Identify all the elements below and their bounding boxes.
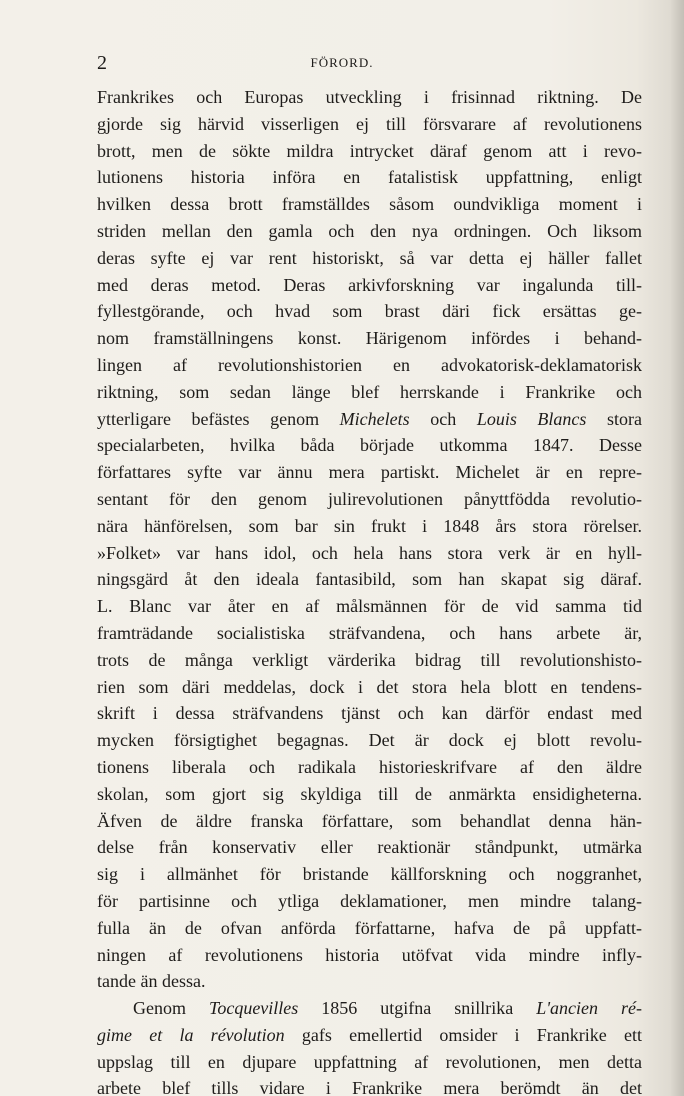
text-line: mycken försigtighet begagnas. Det är dock ej blott revolu- xyxy=(97,730,642,751)
text-line: med deras metod. Deras arkivforskning var ingalunda till- xyxy=(97,274,642,295)
text-line: författares syfte var ännu mera partiskt. Michelet är en repre- xyxy=(97,462,642,483)
text-line: Äfven de äldre franska författare, som behandlat denna hän- xyxy=(97,810,642,831)
running-head: FÖRORD. xyxy=(310,55,374,70)
text-line: specialarbeten, hvilka båda började utkomma 1847. Desse xyxy=(97,435,642,456)
text-line: arbete blef tills vidare i Frankrike mera berömdt än det xyxy=(97,1078,642,1096)
page-number: 2 xyxy=(97,52,107,74)
page-edge-shadow xyxy=(670,0,684,1096)
text-line: L. Blanc var åter en af målsmännen för de vid samma tid xyxy=(97,596,642,617)
text-line: hvilken dessa brott framställdes såsom oundvikliga moment i xyxy=(97,194,642,215)
text-line: Frankrikes och Europas utveckling i frisinnad riktning. De xyxy=(97,87,642,107)
text-line: uppslag till en djupare uppfattning af revolutionen, men detta xyxy=(97,1051,642,1072)
text-line: sentant för den genom julirevolutionen pånyttfödda revolutio- xyxy=(97,488,642,509)
text-line: sig i allmänhet för bristande källforskning och noggranhet, xyxy=(97,864,642,885)
text-line: ningen af revolutionens historia utöfvat vida mindre infly- xyxy=(97,944,642,965)
text-line: ytterligare befästes genom Michelets och Louis Blancs stora xyxy=(97,408,642,429)
text-line: fulla än de ofvan anförda författarne, hafva de på uppfatt- xyxy=(97,917,642,938)
text-line: Genom Tocquevilles 1856 utgifna snillrika L'ancien ré- xyxy=(133,998,642,1019)
text-line: nära hänförelsen, som bar sin frukt i 1848 års stora rörelser. xyxy=(97,515,642,536)
text-line: gjorde sig härvid visserligen ej till försvarare af revolutionens xyxy=(97,113,642,134)
text-line: gime et la révolution gafs emellertid omsider i Frankrike ett xyxy=(97,1024,642,1045)
text-line: lutionens historia införa en fatalistisk uppfattning, enligt xyxy=(97,167,642,188)
text-line: nom framställningens konst. Härigenom infördes i behand- xyxy=(97,328,642,349)
text-line: riktning, som sedan länge blef herrskande i Frankrike och xyxy=(97,381,642,402)
text-line: tande än dessa. xyxy=(97,971,206,992)
text-line: delse från konservativ eller reaktionär ståndpunkt, utmärka xyxy=(97,837,642,858)
text-line: lingen af revolutionshistorien en advokatorisk-deklamatorisk xyxy=(97,354,642,375)
text-line: skrift i dessa sträfvandens tjänst och kan därför endast med xyxy=(97,703,642,724)
text-line: deras syfte ej var rent historiskt, så var detta ej häller fallet xyxy=(97,247,642,268)
text-line: ningsgärd åt den ideala fantasibild, som han skapat sig däraf. xyxy=(97,569,642,590)
text-line: för partisinne och ytliga deklamationer, men mindre talang- xyxy=(97,890,642,911)
text-line: tionens liberala och radikala historieskrifvare af den äldre xyxy=(97,756,642,777)
text-line: skolan, som gjort sig skyldiga till de anmärkta ensidigheterna. xyxy=(97,783,642,804)
text-line: »Folket» var hans idol, och hela hans stora verk är en hyll- xyxy=(97,542,642,563)
text-line: trots de många verkligt värderika bidrag till revolutionshisto- xyxy=(97,649,642,670)
text-line: brott, men de sökte mildra intrycket däraf genom att i revo- xyxy=(97,140,642,161)
text-line: striden mellan den gamla och den nya ordningen. Och liksom xyxy=(97,220,642,241)
body-text xyxy=(97,84,642,1096)
text-line: fyllestgörande, och hvad som brast däri fick ersättas ge- xyxy=(97,301,642,322)
text-line: rien som däri meddelas, dock i det stora hela blott en tendens- xyxy=(97,676,642,697)
text-line: framträdande socialistiska sträfvandena, och hans arbete är, xyxy=(97,622,642,643)
